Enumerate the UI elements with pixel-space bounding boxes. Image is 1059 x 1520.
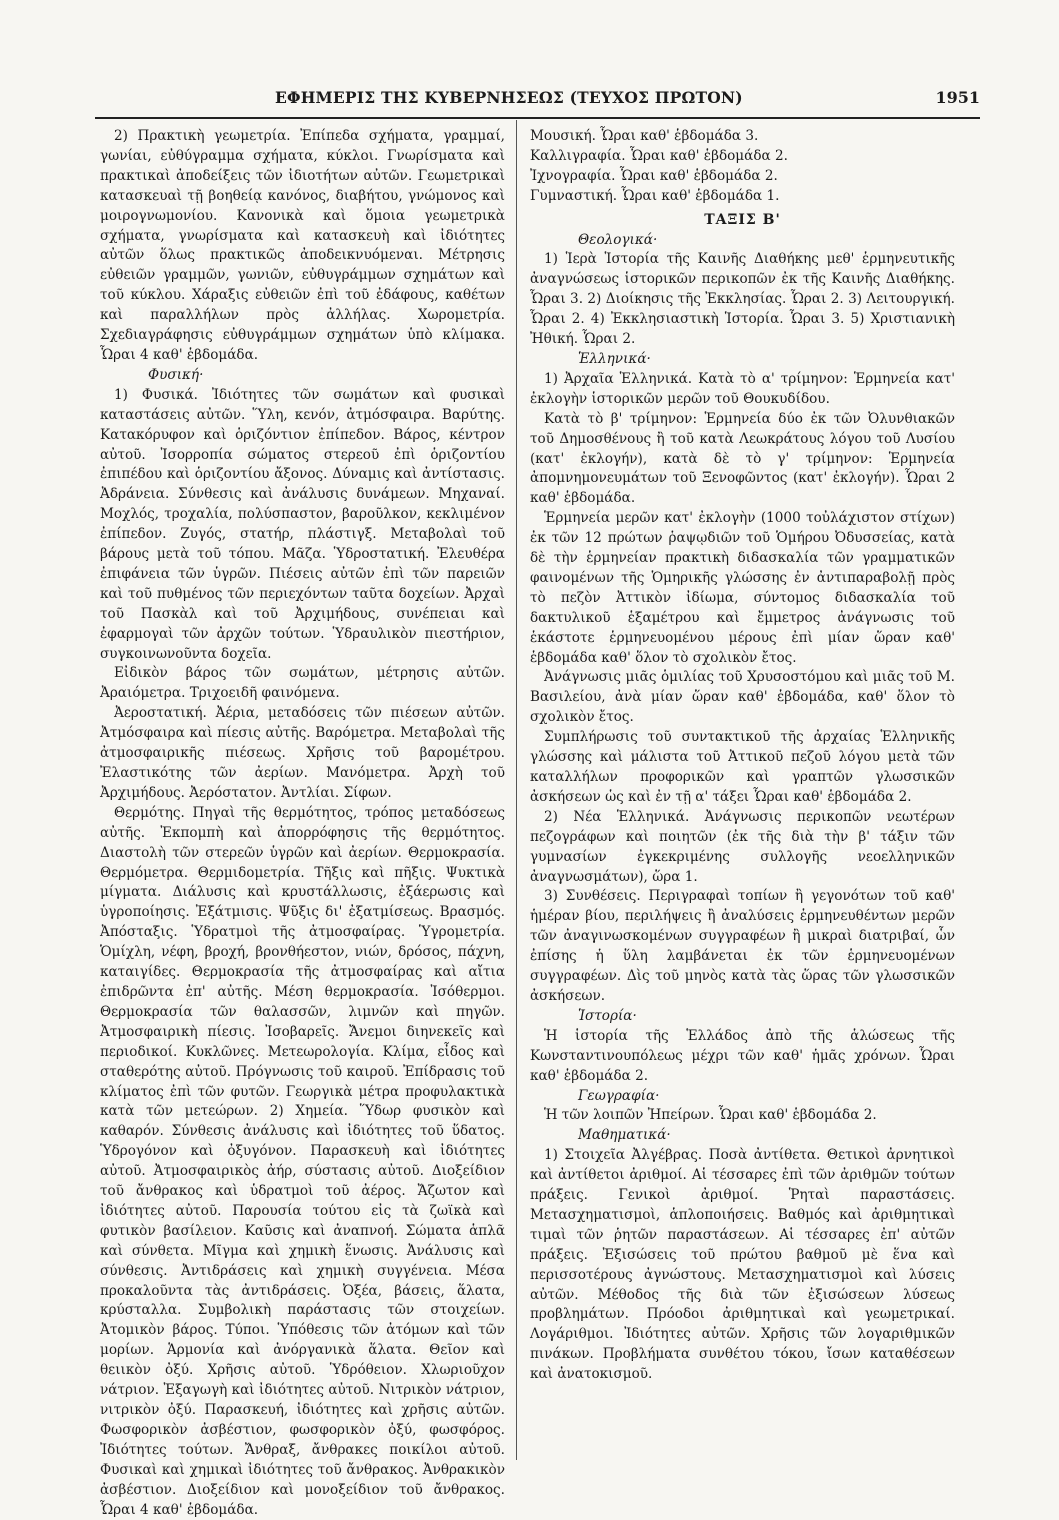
- column-divider: [516, 120, 517, 1460]
- paragraph-compositions: 3) Συνθέσεις. Περιγραφαὶ τοπίων ἢ γεγονότων τοῦ καθ' ἡμέραν βίου, περιλήψεις ἢ ἀναλύσεις ἑρμηνευθέντων μερῶν τῶν ἀναγινωσκομένων συγγραφέων ἢ μικραὶ διατριβαί, ὧν ἐπίσης ἡ ὕλη λαμβάνεται ἐκ τῶν ἑρμηνευομένων συγγραφέων. Δὶς τοῦ μηνὸς κατὰ τὰς ὥρας τῶν γλωσσικῶν ἀσκήσεων.: [530, 888, 955, 1004]
- right-column: [530, 127, 955, 1457]
- paragraph-algebra: 1) Στοιχεῖα Ἀλγέβρας. Ποσὰ ἀντίθετα. Θετικοὶ ἀρνητικοὶ καὶ ἀντίθετοι ἀριθμοί. Αἱ τέσσαρες ἐπὶ τῶν ἀριθμῶν τούτων πράξεις. Γενικοὶ ἀριθμοί. Ῥηταὶ παραστάσεις. Μετασχηματισμοὶ, ἁπλοποιήσεις. Βαθμός καὶ ἀριθμητικαὶ τιμαὶ τῶν ῥητῶν παραστάσεων. Αἱ τέσσαρες ἐπ' αὐτῶν πράξεις. Ἐξισώσεις τοῦ πρώτου βαθμοῦ μὲ ἕνα καὶ περισσοτέρους ἀγνώστους. Μετασχηματισμοὶ καὶ λύσεις αὐτῶν. Μέθοδος τῆς διὰ τῶν ἐξισώσεων λύσεως προβλημάτων. Πρόοδοι ἀριθμητικαὶ καὶ γεωμετρικαί. Λογάριθμοι. Ἰδιότητες αὐτῶν. Χρῆσις τῶν λογαριθμικῶν πινάκων. Προβλήματα συνθέτου τόκου, ἴσων καταθέσεων καὶ ἀνατοκισμοῦ.: [530, 1147, 955, 1383]
- heading-history: Ἱστορία·: [578, 1007, 637, 1024]
- heading-greek: Ἑλληνικά·: [578, 350, 651, 367]
- heading-theology: Θεολογικά·: [578, 231, 658, 248]
- paragraph-syntax: Συμπλήρωσις τοῦ συντακτικοῦ τῆς ἀρχαίας Ἑλληνικῆς γλώσσης καὶ μάλιστα τοῦ Ἀττικοῦ πεζοῦ λόγου μετὰ τῶν καταλλήλων προφορικῶν καὶ γραπτῶν γλωσσικῶν ἀσκήσεων ὡς καὶ ἐν τῇ α' τάξει Ὧραι καθ' ἑβδομάδα 2.: [530, 729, 955, 805]
- line-drawing: Ἰχνογραφία. Ὧραι καθ' ἑβδομάδα 2.: [530, 167, 778, 184]
- paragraph-history: Ἡ ἱστορία τῆς Ἑλλάδος ἀπὸ τῆς ἁλώσεως τῆς Κωνσταντινουπόλεως μέχρι τῶν καθ' ἡμᾶς χρόνων. Ὧραι καθ' ἑβδομάδα 2.: [530, 1027, 955, 1084]
- paragraph-second-term: Κατὰ τὸ β' τρίμηνον: Ἑρμηνεία δύο ἐκ τῶν Ὀλυνθιακῶν τοῦ Δημοσθένους ἢ τοῦ κατὰ Λεωκράτους λόγου τοῦ Λυσίου (κατ' ἐκλογήν), κατὰ δὲ τὸ γ' τρίμηνον: Ἑρμηνεία ἀπομνημονευμάτων τοῦ Ξενοφῶντος (κατ' ἐκλογήν). Ὧραι 2 καθ' ἑβδομάδα.: [530, 410, 955, 507]
- line-gymnastics: Γυμναστική. Ὧραι καθ' ἑβδομάδα 1.: [530, 187, 780, 204]
- paragraph-geography: Ἡ τῶν λοιπῶν Ἠπείρων. Ὧραι καθ' ἑβδομάδα 2.: [544, 1107, 877, 1124]
- paragraph-aerostatics: Ἀεροστατική. Ἀέρια, μεταδόσεις τῶν πιέσεων αὐτῶν. Ἀτμόσφαιρα καὶ πίεσις αὐτῆς. Βαρόμετρα. Μεταβολαὶ τῆς ἀτμοσφαιρικῆς πιέσεως. Χρῆσις τοῦ βαρομέτρου. Ἐλαστικότης τῶν ἀερίων. Μανόμετρα. Ἀρχὴ τοῦ Ἀρχιμήδους. Ἀερόστατον. Ἀντλίαι. Σίφων.: [100, 705, 505, 801]
- paragraph-specific-weight: Εἰδικὸν βάρος τῶν σωμάτων, μέτρησις αὐτῶν. Ἀραιόμετρα. Τριχοειδῆ φαινόμενα.: [100, 665, 505, 702]
- heading-physics: Φυσική·: [148, 366, 204, 383]
- paragraph-modern-greek: 2) Νέα Ἑλληνικά. Ἀνάγνωσις περικοπῶν νεωτέρων πεζογράφων καὶ ποιητῶν (ἐκ τῆς διὰ τὴν β' τάξιν τῶν γυμνασίων ἐγκεκριμένης συλλογῆς νεοελληνικῶν ἀναγνωσμάτων), ὥρα 1.: [530, 808, 955, 885]
- line-calligraphy: Καλλιγραφία. Ὧραι καθ' ἑβδομάδα 2.: [530, 147, 788, 164]
- paragraph-heat-chemistry: Θερμότης. Πηγαὶ τῆς θερμότητος, τρόπος μεταδόσεως αὐτῆς. Ἐκπομπὴ καὶ ἀπορρόφησις τῆς θερμότητος. Διαστολὴ τῶν στερεῶν ὑγρῶν καὶ ἀερίων. Θερμοκρασία. Θερμόμετρα. Θερμιδομετρία. Τῆξις καὶ πῆξις. Ψυκτικὰ μίγματα. Διάλυσις καὶ κρυστάλλωσις, ἐξάερωσις καὶ ὑγροποίησις. Ἐξάτμισις. Ψῦξις δι' ἐξατμίσεως. Βρασμός. Ἀπόσταξις. Ὑδρατμοὶ τῆς ἀτμοσφαίρας. Ὑγρομετρία. Ὁμίχλη, νέφη, βροχή, βρονθήεστον, νιών, δρόσος, πάχνη, καταιγίδες. Θερμοκρασία τῆς ἀτμοσφαίρας καὶ αἴτια ἐπιδρῶντα ἐπ' αὐτῆς. Μέση θερμοκρασία. Ἰσόθερμοι. Θερμοκρασία τῶν θαλασσῶν, λιμνῶν καὶ πηγῶν. Ἀτμοσφαιρικὴ πίεσις. Ἰσοβαρεῖς. Ἄνεμοι διηνεκεῖς καὶ περιοδικοί. Κυκλῶνες. Μετεωρολογία. Κλίμα, εἶδος καὶ σταθερότης αὐτοῦ. Πρόγνωσις τοῦ καιροῦ. Ἐπίδρασις τοῦ κλίματος ἐπὶ τῶν φυτῶν. Γεωργικὰ μέτρα προφυλακτικὰ κατὰ τῶν μετεώρων. 2) Χημεία. Ὕδωρ φυσικὸν καὶ καθαρόν. Σύνθεσις ἀνάλυσις καὶ ἰδιότητες τοῦ ὕδατος. Ὑδρογόνον καὶ ὀξυγόνον. Παρασκευὴ καὶ ἰδιότητες αὐτοῦ. Ἀτμοσφαιρικὸς ἀήρ, σύστασις αὐτοῦ. Διοξείδιον τοῦ ἄνθρακος καὶ ὑδρατμοὶ τοῦ ἀέρος. Ἄζωτον καὶ ἰδιότητες αὐτοῦ. Παρουσία τούτου εἰς τὰ ζωϊκὰ καὶ φυτικὸν βασίλειον. Καῦσις καὶ ἀναπνοή. Σώματα ἁπλᾶ καὶ σύνθετα. Μῖγμα καὶ χημικὴ ἕνωσις. Ἀνάλυσις καὶ σύνθεσις. Ἀντιδράσεις καὶ χημικὴ συγγένεια. Μέσα προκαλοῦντα τὰς ἀντιδράσεις. Ὀξέα, βάσεις, ἅλατα, κρύσταλλα. Συμβολικὴ παράστασις τῶν στοιχείων. Ἀτομικὸν βάρος. Τύποι. Ὑπόθεσις τῶν ἀτόμων καὶ τῶν μορίων. Ἁρμονία καὶ ἀνόργανικὰ ἅλατα. Θεῖον καὶ θειικὸν ὀξύ. Χρῆσις αὐτοῦ. Ὑδρόθειον. Χλωριοῦχον νάτριον. Ἐξαγωγὴ καὶ ἰδιότητες αὐτοῦ. Νιτρικὸν νάτριον, νιτρικὸν ὀξύ. Παρασκευή, ἰδιότητες καὶ χρῆσις αὐτῶν. Φωσφορικὸν ἀσβέστιον, φωσφορικὸν ὀξύ, φωσφόρος. Ἰδιότητες τούτων. Ἄνθραξ, ἄνθρακες ποικίλοι αὐτοῦ. Φυσικαὶ καὶ χημικαὶ ἰδιότητες τοῦ ἄνθρακος. Ἀνθρακικὸν ἀσβέστιον. Διοξείδιον καὶ μονοξείδιον τοῦ ἄνθρακος. Ὧραι 4 καθ' ἑβδομάδα.: [100, 804, 505, 1518]
- page-header: [95, 88, 990, 116]
- paragraph-odyssey: Ἑρμηνεία μερῶν κατ' ἐκλογὴν (1000 τοὐλάχιστον στίχων) ἐκ τῶν 12 πρώτων ῥαψῳδιῶν τοῦ Ὁμήρου Ὀδυσσείας, κατὰ δὲ τὴν ἑρμηνείαν πρακτικὴ διδασκαλία τῶν γραμματικῶν φαινομένων τῆς Ὁμηρικῆς γλώσσης ἐν ἀντιπαραβολῇ πρὸς τὸ πεζὸν Ἀττικὸν ἰδίωμα, σύντομος διδασκαλία τοῦ δακτυλικοῦ ἑξαμέτρου καὶ ἔμμετρος ἀνάγνωσις τοῦ ἑκάστοτε ἑρμηνευομένου μέρους ἐπὶ μίαν ὥραν καθ' ἑβδομάδα καθ' ὅλον τὸ σχολικὸν ἔτος.: [530, 510, 955, 666]
- line-music: Μουσική. Ὧραι καθ' ἑβδομάδα 3.: [530, 128, 759, 144]
- paragraph-practical-geometry: 2) Πρακτικὴ γεωμετρία. Ἐπίπεδα σχήματα, γραμμαί, γωνίαι, εὐθύγραμμα σχήματα, κύκλοι. Γνωρίσματα καὶ πρακτικαὶ ἀποδείξεις τῶν ἰδιοτήτων αὐτῶν. Γεωμετρικαὶ κατασκευαὶ τῇ βοηθείᾳ κανόνος, διαβήτου, γνώμονος καὶ μοιρογνωμονίου. Κανονικὰ καὶ ὅμοια γεωμετρικὰ σχήματα, γνωρίσματα καὶ κατασκευὴ καὶ ἰδιότητες αὐτῶν ὅλως πρακτικῶς ἀποδεικνυόμεναι. Μέτρησις εὐθειῶν γραμμῶν, γωνιῶν, εὐθυγράμμων σχημάτων καὶ τοῦ κύκλου. Χάραξις εὐθειῶν ἐπὶ τοῦ ἐδάφους, καθέτων καὶ παραλλήλων πρὸς ἀλλήλας. Χωρομετρία. Σχεδιαγράφησις εὐθυγράμμων σχημάτων ὑπὸ κλίμακα. Ὧραι 4 καθ' ἑβδομάδα.: [100, 128, 505, 363]
- paragraph-theology: 1) Ἱερὰ Ἱστορία τῆς Καινῆς Διαθήκης μεθ' ἑρμηνευτικῆς ἀναγνώσεως ἱστορικῶν περικοπῶν ἐκ τῆς Καινῆς Διαθήκης. Ὧραι 3. 2) Διοίκησις τῆς Ἐκκλησίας. Ὧραι 2. 3) Λειτουργική. Ὧραι 2. 4) Ἐκκλησιαστικὴ Ἱστορία. Ὧραι 3. 5) Χριστιανικὴ Ἠθική. Ὧραι 2.: [530, 251, 955, 348]
- heading-geography: Γεωγραφία·: [578, 1087, 660, 1104]
- header-rule: [95, 117, 980, 119]
- paragraph-ancient-greek: 1) Ἀρχαῖα Ἑλληνικά. Κατὰ τὸ α' τρίμηνον: Ἑρμηνεία κατ' ἐκλογὴν ἱστορικῶν μερῶν τοῦ Θουκυδίδου.: [530, 370, 955, 407]
- paragraph-chrysostom: Ἀνάγνωσις μιᾶς ὁμιλίας τοῦ Χρυσοστόμου καὶ μιᾶς τοῦ Μ. Βασιλείου, ἀνὰ μίαν ὥραν καθ' ἑβδομάδα, καθ' ὅλον τὸ σχολικὸν ἔτος.: [530, 669, 955, 726]
- gazette-title: ΕΦΗΜΕΡΙΣ ΤΗΣ ΚΥΒΕΡΝΗΣΕΩΣ (ΤΕΥΧΟΣ ΠΡΩΤΟΝ): [275, 88, 743, 107]
- left-column: [100, 127, 505, 1518]
- paragraph-physics: 1) Φυσικά. Ἰδιότητες τῶν σωμάτων καὶ φυσικαὶ καταστάσεις αὐτῶν. Ὕλη, κενόν, ἀτμόσφαιρα. Βαρύτης. Κατακόρυφον καὶ ὁριζόντιον ἐπίπεδον. Βάρος, κέντρον αὐτοῦ. Ἰσορροπία σώματος στερεοῦ ἐπὶ ὁριζοντίου ἐπιπέδου καὶ ὁριζοντίου ἄξονος. Δύναμις καὶ ἀντίστασις. Ἀδράνεια. Σύνθεσις καὶ ἀνάλυσις δυνάμεων. Μηχαναί. Μοχλός, τροχαλία, πολύσπαστον, βαροῦλκον, κεκλιμένον ἐπίπεδον. Ζυγός, στατήρ, πλάστιγξ. Μεταβολαὶ τοῦ βάρους μετὰ τοῦ τόπου. Μᾶζα. Ὑδροστατική. Ἐλευθέρα ἐπιφάνεια τῶν ὑγρῶν. Πιέσεις αὐτῶν ἐπὶ τῶν παρειῶν καὶ τοῦ πυθμένος τῶν περιεχόντων ταῦτα δοχείων. Ἀρχαὶ τοῦ Πασκὰλ καὶ τοῦ Ἀρχιμήδους, συνέπειαι καὶ ἐφαρμογαὶ τῶν ἀρχῶν τούτων. Ὑδραυλικὸν πιεστήριον, συγκοινωνοῦντα δοχεῖα.: [100, 386, 505, 662]
- page-number: 1951: [935, 88, 980, 107]
- class-b-heading: ΤΑΞΙΣ Β': [704, 211, 781, 228]
- heading-mathematics: Μαθηματικά·: [578, 1127, 671, 1144]
